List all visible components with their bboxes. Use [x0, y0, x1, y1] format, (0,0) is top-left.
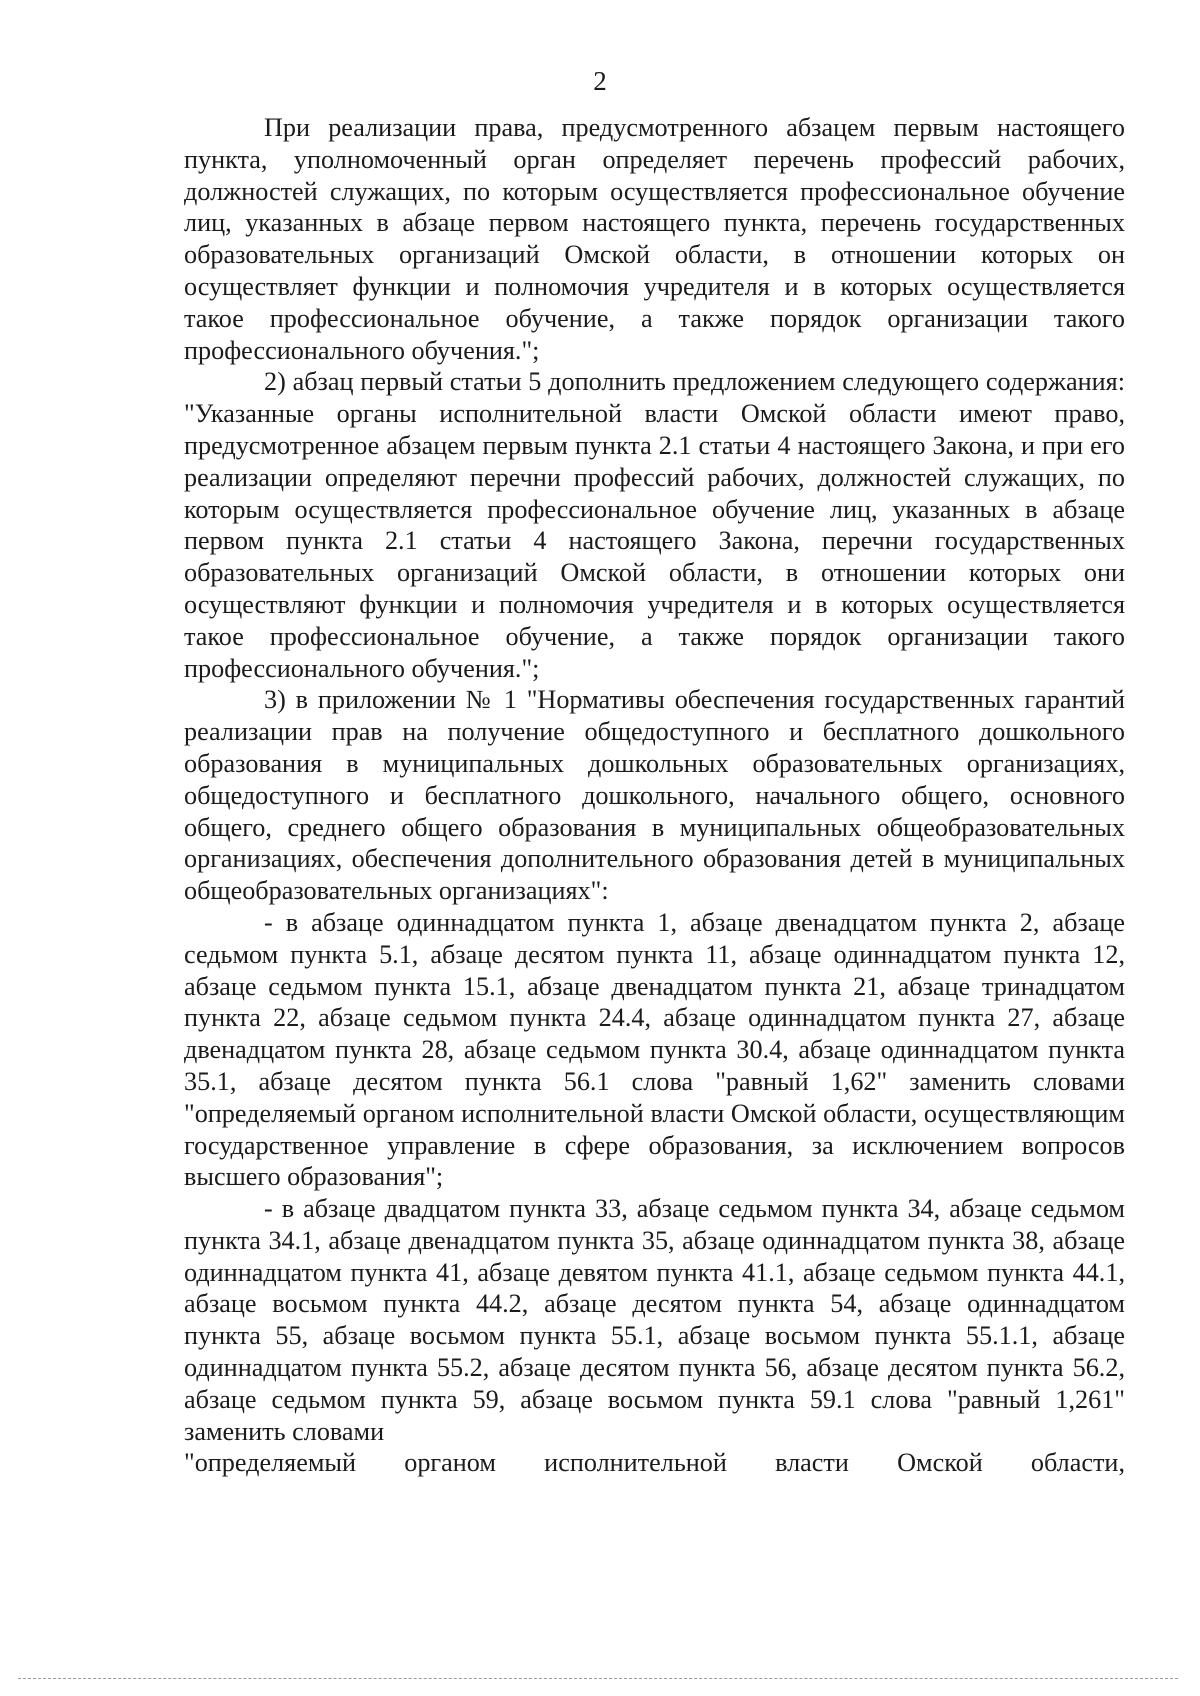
paragraph-item-2: 2) абзац первый статьи 5 дополнить предложением следующего содержания: "Указанные органы исполнительной власти Омской области имеют право, предусмотренное абзацем первым пункта 2.1 статьи 4 настоящего Закона, и при его реализации определяют перечни профессий рабочих, должностей служащих, по которым осуществляется профессиональное обучение лиц, указанных в абзаце первом пункта 2.1 статьи 4 настоящего Закона, перечни государственных образовательных организаций Омской области, в отношении которых они осуществляют функции и полномочия учредителя и в которых осуществляется такое профессиональное обучение, а также порядок организации такого профессионального обучения."; — [184, 367, 1125, 683]
document-body — [184, 112, 1125, 1479]
continuation-line: "определяемый органом исполнительной власти Омской области, — [184, 1448, 1125, 1478]
paragraph-dash-coefficient-1-62: - в абзаце одиннадцатом пункта 1, абзаце двенадцатом пункта 2, абзаце седьмом пункта 5.1, абзаце десятом пункта 11, абзаце одиннадцатом пункта 12, абзаце седьмом пункта 15.1, абзаце двенадцатом пункта 21, абзаце тринадцатом пункта 22, абзаце седьмом пункта 24.4, абзаце одиннадцатом пункта 27, абзаце двенадцатом пункта 28, абзаце седьмом пункта 30.4, абзаце одиннадцатом пункта 35.1, абзаце десятом пункта 56.1 слова "равный 1,62" заменить словами "определяемый органом исполнительной власти Омской области, осуществляющим государственное управление в сфере образования, за исключением вопросов высшего образования"; — [184, 907, 1125, 1192]
paragraph-right-implementation: При реализации права, предусмотренного абзацем первым настоящего пункта, уполномоченный орган определяет перечень профессий рабочих, должностей служащих, по которым осуществляется профессиональное обучение лиц, указанных в абзаце первом настоящего пункта, перечень государственных образовательных организаций Омской области, в отношении которых он осуществляет функции и полномочия учредителя и в которых осуществляется такое профессиональное обучение, а также порядок организации такого профессионального обучения."; — [184, 113, 1125, 365]
scan-edge-line — [18, 1678, 1178, 1679]
paragraph-dash-coefficient-1-261: - в абзаце двадцатом пункта 33, абзаце седьмом пункта 34, абзаце седьмом пункта 34.1, абзаце двенадцатом пункта 35, абзаце одиннадцатом пункта 38, абзаце одиннадцатом пункта 41, абзаце девятом пункта 41.1, абзаце седьмом пункта 44.1, абзаце восьмом пункта 44.2, абзаце десятом пункта 54, абзаце одиннадцатом пункта 55, абзаце восьмом пункта 55.1, абзаце восьмом пункта 55.1.1, абзаце одиннадцатом пункта 55.2, абзаце десятом пункта 56, абзаце десятом пункта 56.2, абзаце седьмом пункта 59, абзаце восьмом пункта 59.1 слова "равный 1,261" заменить словами — [184, 1194, 1125, 1446]
page-number: 2 — [593, 66, 607, 96]
paragraph-item-3: 3) в приложении № 1 "Нормативы обеспечения государственных гарантий реализации прав на получение общедоступного и бесплатного дошкольного образования в муниципальных дошкольных образовательных организациях, общедоступного и бесплатного дошкольного, начального общего, основного общего, среднего общего образования в муниципальных общеобразовательных организациях, обеспечения дополнительного образования детей в муниципальных общеобразовательных организациях": — [184, 685, 1125, 906]
